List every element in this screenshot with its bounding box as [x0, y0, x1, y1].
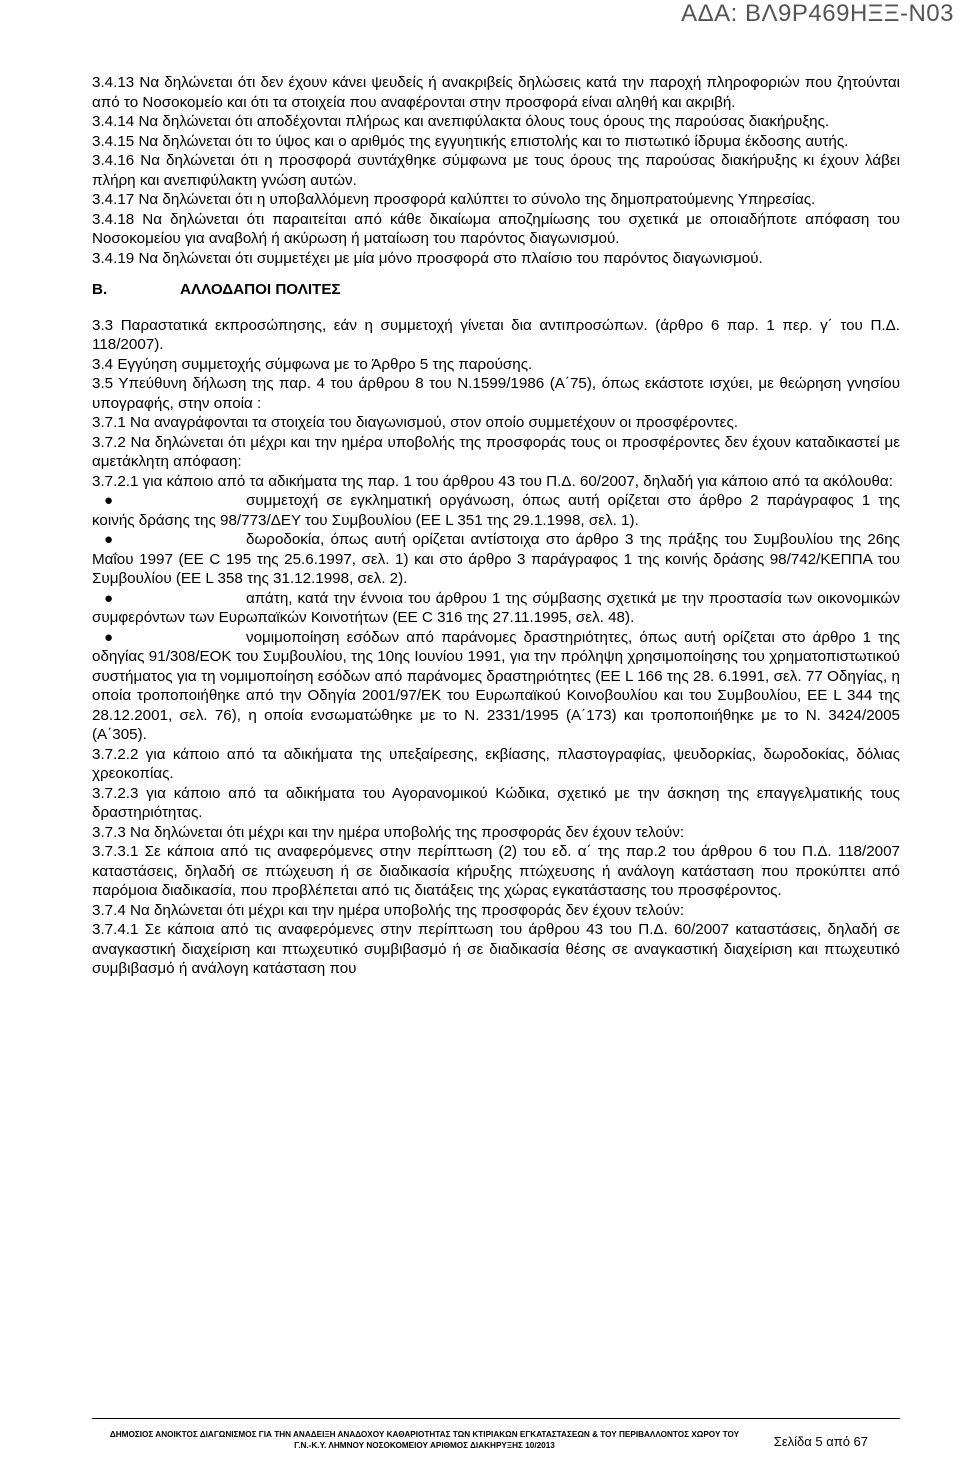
bullet-icon: ● [104, 531, 114, 548]
section-title: ΑΛΛΟΔΑΠΟΙ ΠΟΛΙΤΕΣ [180, 281, 341, 298]
bullet-text: δωροδοκία, όπως αυτή ορίζεται αντίστοιχα στο άρθρο 3 της πράξης του Συμβουλίου της 26ης Μαΐου 1997 (ΕΕ C 195 της 25.6.1997, σελ. 1) και στο άρθρο 3 παράγραφος 1 της κοινής δράσης 98/742/ΚΕΠΠΑ του Συμβουλίου (ΕΕ L 358 της 31.12.1998, σελ. 2). [92, 531, 900, 587]
bullet-icon: ● [104, 589, 114, 607]
paragraph-3-7-2-2: 3.7.2.2 για κάποιο από τα αδικήματα της υπεξαίρεσης, εκβίασης, πλαστογραφίας, ψευδορκίας, δωροδοκίας, δόλιας χρεοκοπίας. [92, 745, 900, 782]
paragraph-3-3: 3.3 Παραστατικά εκπροσώπησης, εάν η συμμετοχή γίνεται δια αντιπροσώπων. (άρθρο 6 παρ. 1 περ. γ΄ του Π.Δ. 118/2007). [92, 316, 900, 353]
bullet-icon: ● [104, 628, 114, 646]
footer-divider [92, 1418, 900, 1419]
paragraph-3-4-16: 3.4.16 Να δηλώνεται ότι η προσφορά συντάχθηκε σύμφωνα με τους όρους της παρούσας διακήρυξης κι έχουν λάβει πλήρη και ανεπιφύλακτη γνώση αυτών. [92, 152, 900, 189]
paragraph-3-4-17: 3.4.17 Να δηλώνεται ότι η υποβαλλόμενη προσφορά καλύπτει το σύνολο της δημοπρατούμενης Υπηρεσίας. [92, 191, 816, 208]
paragraph-3-7-2: 3.7.2 Να δηλώνεται ότι μέχρι και την ημέρα υποβολής της προσφοράς τους οι προσφέροντες δεν έχουν καταδικαστεί με αμετάκλητη απόφαση: [92, 433, 900, 470]
bullet-text: απάτη, κατά την έννοια του άρθρου 1 της σύμβασης σχετικά με την προστασία των οικονομικών συμφερόντων των Ευρωπαϊκών Κοινοτήτων (ΕΕ C 316 της 27.11.1995, σελ. 48). [92, 589, 900, 626]
footer-line-1: ΔΗΜΟΣΙΟΣ ΑΝΟΙΚΤΟΣ ΔΙΑΓΩΝΙΣΜΟΣ ΓΙΑ ΤΗΝ ΑΝΑΔΕΙΞΗ ΑΝΑΔΟΧΟΥ ΚΑΘΑΡΙΟΤΗΤΑΣ ΤΩΝ ΚΤΙΡΙΑΚΩΝ ΕΓΚΑΤΑΣΤΑΣΕΩΝ & ΤΟΥ ΠΕΡΙΒΑΛΛΟΝΤΟΣ ΧΩΡΟΥ ΤΟΥ [109, 1430, 740, 1439]
footer-line-2: Γ.Ν.-Κ.Υ. ΛΗΜΝΟΥ ΝΟΣΟΚΟΜΕΙΟΥ ΑΡΙΘΜΟΣ ΔΙΑΚΗΡΥΞΗΣ 10/2013 [294, 1441, 555, 1450]
ada-code: ΑΔΑ: ΒΛ9Ρ469ΗΞΞ-Ν03 [681, 0, 954, 27]
paragraph-3-4-19: 3.4.19 Να δηλώνεται ότι συμμετέχει με μία μόνο προσφορά στο πλαίσιο του παρόντος διαγωνισμού. [92, 249, 763, 267]
paragraph-3-7-4: 3.7.4 Να δηλώνεται ότι μέχρι και την ημέρα υποβολής της προσφοράς δεν έχουν τελούν: [92, 901, 685, 919]
bullet-icon: ● [104, 492, 114, 509]
section-letter: Β. [92, 281, 108, 298]
bullet-item [92, 530, 900, 589]
paragraph-3-4-15: 3.4.15 Να δηλώνεται ότι το ύψος και ο αριθμός της εγγυητικής επιστολής και το πιστωτικό ίδρυμα έκδοσης αυτής. [92, 132, 849, 150]
paragraph-3-4-14: 3.4.14 Να δηλώνεται ότι αποδέχονται πλήρως και ανεπιφύλακτα όλους τους όρους της παρούσας διακήρυξης. [92, 113, 830, 130]
paragraph-3-7-4-1: 3.7.4.1 Σε κάποια από τις αναφερόμενες στην περίπτωση του άρθρου 43 του Π.Δ. 60/2007 καταστάσεις, δηλαδή σε αναγκαστική διαχείριση και πτωχευτικό συμβιβασμό ή σε διαδικασία θέσης σε αναγκαστική διαχείριση και πτωχευτικό συμβιβασμό ή ανάλογη κατάσταση που [92, 921, 900, 977]
paragraph-3-5: 3.5 Υπεύθυνη δήλωση της παρ. 4 του άρθρου 8 του Ν.1599/1986 (Α΄75), όπως εκάστοτε ισχύει, με θεώρηση γνησίου υπογραφής, στην οποία : [92, 375, 900, 412]
paragraph-3-7-2-3: 3.7.2.3 για κάποιο από τα αδικήματα του Αγορανομικού Κώδικα, σχετικό με την άσκηση της επαγγελματικής τους δραστηριότητας. [92, 784, 900, 821]
bullet-item [92, 589, 900, 628]
paragraph-3-4: 3.4 Εγγύηση συμμετοχής σύμφωνα με το Άρθρο 5 της παρούσης. [92, 355, 533, 373]
paragraph-3-4-13: 3.4.13 Να δηλώνεται ότι δεν έχουν κάνει ψευδείς ή ανακριβείς δηλώσεις κατά την παροχή πληροφοριών που ζητούνται από το Νοσοκομείο και ότι τα στοιχεία που αναφέρονται στην προσφορά είναι αληθή και ακριβή. [92, 74, 900, 111]
bullet-text: συμμετοχή σε εγκληματική οργάνωση, όπως αυτή ορίζεται στο άρθρο 2 παράγραφος 1 της κοινής δράσης της 98/773/ΔΕΥ του Συμβουλίου (ΕΕ L 351 της 29.1.1998, σελ. 1). [92, 492, 900, 529]
document-body [92, 73, 900, 979]
bullet-item [92, 628, 900, 745]
footer-tender-title [92, 1429, 757, 1451]
paragraph-3-7-2-1: 3.7.2.1 για κάποιο από τα αδικήματα της παρ. 1 του άρθρου 43 του Π.Δ. 60/2007, δηλαδή για κάποιο από τα ακόλουθα: [92, 472, 893, 490]
bullet-text: νομιμοποίηση εσόδων από παράνομες δραστηριότητες, όπως αυτή ορίζεται στο άρθρο 1 της οδηγίας 91/308/ΕΟΚ του Συμβουλίου, της 10ης Ιουνίου 1991, για την πρόληψη χρησιμοποίησης του χρηματοπιστωτικού συστήματος για τη νομιμοποίηση εσόδων από παράνομες δραστηριότητες (ΕΕ L 166 της 28. 6.1991, σελ. 77 Οδηγίας, η οποία τροποποιήθηκε από την Οδηγία 2001/97/ΕΚ του Ευρωπαϊκού Κοινοβουλίου και του Συμβουλίου, ΕΕ L 344 της 28.12.2001, σελ. 76), η οποία ενσωματώθηκε με το Ν. 2331/1995 (Α΄173) και τροποποιήθηκε με το Ν. 3424/2005 (Α΄305). [92, 628, 900, 743]
bullet-item [92, 491, 900, 530]
page-number: Σελίδα 5 από 67 [773, 1434, 868, 1449]
paragraph-3-4-18: 3.4.18 Να δηλώνεται ότι παραιτείται από κάθε δικαίωμα αποζημίωσης του σχετικά με οποιαδήποτε απόφαση του Νοσοκομείου για αναβολή ή ακύρωση ή ματαίωση του παρόντος διαγωνισμού. [92, 210, 900, 247]
paragraph-3-7-1: 3.7.1 Να αναγράφονται τα στοιχεία του διαγωνισμού, στον οποίο συμμετέχουν οι προσφέροντες. [92, 414, 738, 431]
paragraph-3-7-3: 3.7.3 Να δηλώνεται ότι μέχρι και την ημέρα υποβολής της προσφοράς δεν έχουν τελούν: [92, 823, 685, 841]
paragraph-3-7-3-1: 3.7.3.1 Σε κάποια από τις αναφερόμενες στην περίπτωση (2) του εδ. α΄ της παρ.2 του άρθρου 6 του Π.Δ. 118/2007 καταστάσεις, δηλαδή σε πτώχευση ή σε διαδικασία κήρυξης πτώχευσης ή ανάλογη κατάσταση που προκύπτει από παρόμοια διαδικασία, που προβλέπεται από τις διατάξεις της χώρας εγκατάστασης του προσφέροντος. [92, 843, 900, 899]
section-heading-b [92, 280, 900, 300]
